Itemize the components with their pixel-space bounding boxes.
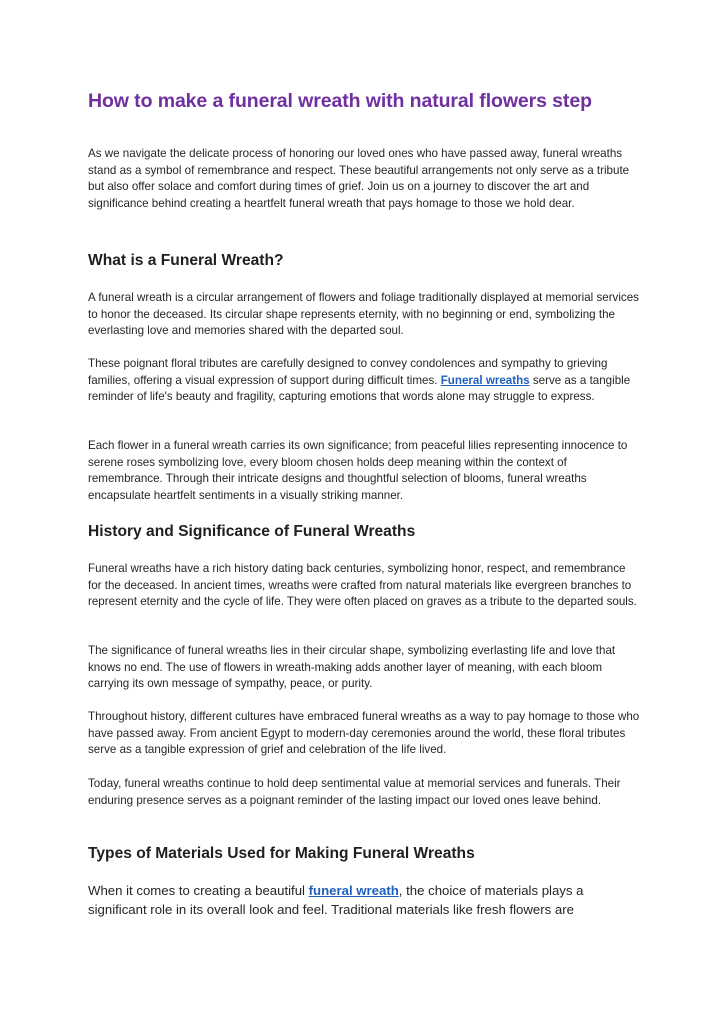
paragraph-with-link [88,356,640,406]
paragraph-text: serve as a tangible reminder of life's beauty and fragility, capturing emotions that words alone may struggle to express. [88,373,631,403]
paragraph-with-link [88,882,640,919]
intro-paragraph: As we navigate the delicate process of honoring our loved ones who have passed away, funeral wreaths stand as a symbol of remembrance and respect. These beautiful arrangements not only serve as a tribute but also offer solace and comfort during times of grief. Join us on a journey to discover the art and significance behind creating a heartfelt funeral wreath that pays homage to those we hold dear. [88,147,630,210]
section-heading-materials: Types of Materials Used for Making Funeral Wreaths [88,845,475,862]
paragraph-text: These poignant floral tributes are carefully designed to convey condolences and sympathy to grieving families, offering a visual expression of support during difficult times. [88,357,608,387]
section-heading-what-is: What is a Funeral Wreath? [88,252,284,269]
paragraph: Funeral wreaths have a rich history dating back centuries, symbolizing honor, respect, and remembrance for the deceased. In ancient times, wreaths were crafted from natural materials like evergreen branches to represent eternity and the cycle of life. They were often placed on graves as a tribute to the departed souls. [88,562,637,608]
paragraph: The significance of funeral wreaths lies in their circular shape, symbolizing everlasting life and love that knows no end. The use of flowers in wreath-making adds another layer of meaning, with each bloom carrying its own message of sympathy, peace, or purity. [88,644,616,690]
page-title: How to make a funeral wreath with natural flowers step [88,90,592,112]
paragraph: A funeral wreath is a circular arrangement of flowers and foliage traditionally displayed at memorial services to honor the deceased. Its circular shape represents eternity, with no beginning or end, symbolizing the everlasting love and memories shared with the departed soul. [88,291,639,337]
paragraph: Each flower in a funeral wreath carries its own significance; from peaceful lilies representing innocence to serene roses symbolizing love, every bloom chosen holds deep meaning within the context of remembrance. Through their intricate designs and thoughtful selection of blooms, funeral wreaths encapsulate heartfelt sentiments in a visually striking manner. [88,439,628,502]
paragraph-text: When it comes to creating a beautiful [88,883,309,898]
paragraph-text: , the choice of materials plays a significant role in its overall look and feel. Traditional materials like fresh flowers are [88,883,584,917]
section-heading-history: History and Significance of Funeral Wreaths [88,523,416,540]
paragraph: Today, funeral wreaths continue to hold deep sentimental value at memorial services and funerals. Their enduring presence serves as a poignant reminder of the lasting impact our loved ones leave behind. [88,777,621,807]
funeral-wreaths-link[interactable]: Funeral wreaths [440,373,530,387]
paragraph: Throughout history, different cultures have embraced funeral wreaths as a way to pay homage to those who have passed away. From ancient Egypt to modern-day ceremonies around the world, these floral tributes serve as a tangible expression of grief and celebration of the life lived. [88,710,640,756]
funeral-wreath-link[interactable]: funeral wreath [308,883,399,898]
